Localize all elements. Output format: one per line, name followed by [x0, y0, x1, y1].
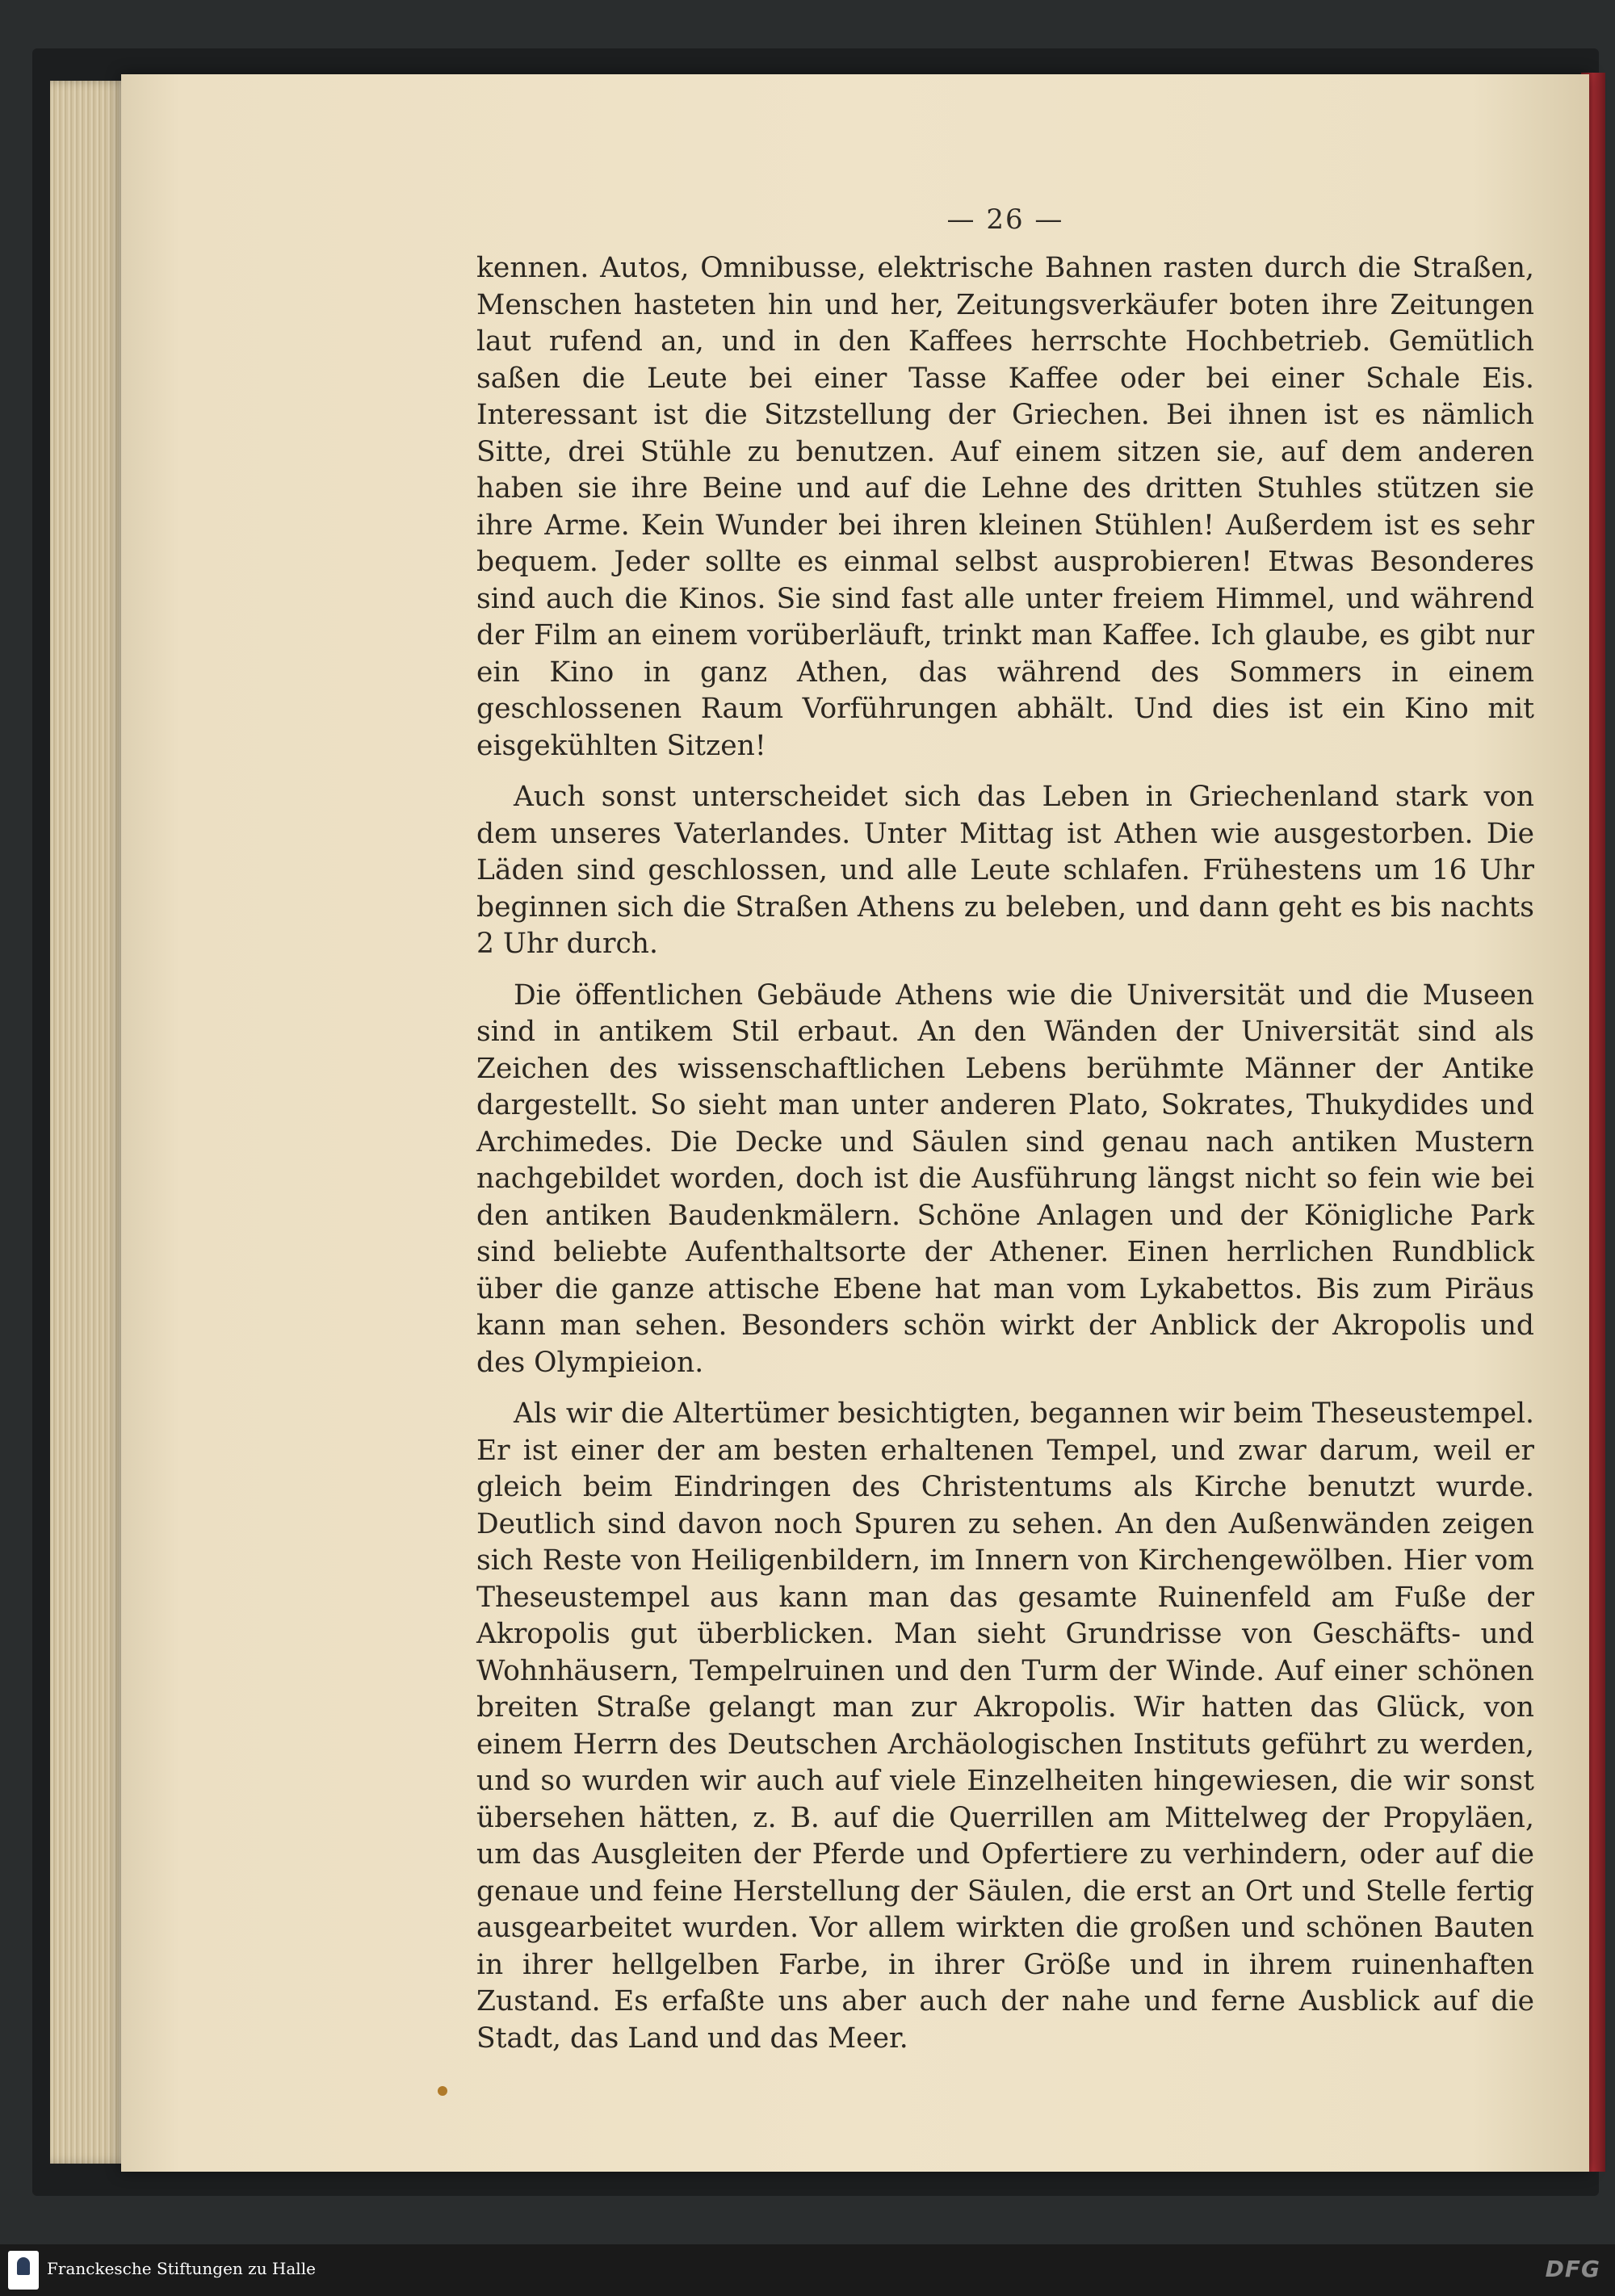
stain-mark: [438, 2086, 447, 2096]
institution-logo-icon: [8, 2251, 39, 2290]
paragraph: kennen. Autos, Omnibusse, elektrische Bahnen rasten durch die Straßen, Menschen hasteten hin und her, Zeitungsverkäufer boten ihre Zeitungen laut rufend an, und in den Kaffees herrschte Hochbetrieb. Gemütlich saßen die Leute bei einer Tasse Kaffee oder bei einer Schale Eis. Interessant ist die Sitzstellung der Griechen. Bei ihnen ist es nämlich Sitte, drei Stühle zu benutzen. Auf einem sitzen sie, auf dem anderen haben sie ihre Beine und auf die Lehne des dritten Stuhles stützen sie ihre Arme. Kein Wunder bei ihren kleinen Stühlen! Außerdem ist es sehr bequem. Jeder sollte es einmal selbst ausprobieren! Etwas Besonderes sind auch die Kinos. Sie sind fast alle unter freiem Himmel, und während der Film an einem vorüberläuft, trinkt man Kaffee. Ich glaube, es gibt nur ein Kino in ganz Athen, das während des Sommers in einem geschlossenen Raum Vorführungen abhält. Und dies ist ein Kino mit eisgekühlten Sitzen!: [476, 252, 1534, 762]
paragraph: Als wir die Altertümer besichtigten, begannen wir beim Theseustempel. Er ist einer der am besten erhaltenen Tempel, und zwar darum, weil er gleich beim Eindringen des Christentums als Kirche benutzt wurde. Deutlich sind davon noch Spuren zu sehen. An den Außenwänden zeigen sich Reste von Heiligenbildern, im Innern von Kirchengewölben. Hier vom Theseustempel aus kann man das gesamte Ruinenfeld am Fuße der Akropolis gut überblicken. Man sieht Grundrisse von Geschäfts- und Wohnhäusern, Tempelruinen und den Turm der Winde. Auf einer schönen breiten Straße gelangt man zur Akropolis. Wir hatten das Glück, von einem Herrn des Deutschen Archäologischen Instituts geführt zu werden, und so wurden wir auch auf viele Einzelheiten hingewiesen, die wir sonst übersehen hätten, z. B. auf die Querrillen am Mittelweg der Propyläen, um das Ausgleiten der Pferde und Opfertiere zu verhindern, oder auf die genaue und feine Herstellung der Säulen, die erst an Ort und Stelle fertig ausgearbeitet wurden. Vor allem wirkten die großen und schönen Bauten in ihrer hellgelben Farbe, in ihrer Größe und in ihrem ruinenhaften Zustand. Es erfaßte uns aber auch der nahe und ferne Ausblick auf die Stadt, das Land und das Meer.: [476, 1397, 1534, 2055]
paragraph: Auch sonst unterscheidet sich das Leben in Griechenland stark von dem unseres Vaterlandes. Unter Mittag ist Athen wie ausgestorben. Die Läden sind geschlossen, und alle Leute schlafen. Frühestens um 16 Uhr beginnen sich die Straßen Athens zu beleben, und dann geht es bis nachts 2 Uhr durch.: [476, 781, 1534, 960]
logo-emblem-icon: [17, 2257, 30, 2275]
page-content: [476, 203, 1615, 2072]
body-text: [476, 250, 1534, 2057]
paragraph: Die öffentlichen Gebäude Athens wie die Universität und die Museen sind in antikem Stil erbaut. An den Wänden der Universität sind als Zeichen des wissenschaftlichen Lebens berühmte Männer der Antike dargestellt. So sieht man unter anderen Plato, Sokrates, Thukydides und Archimedes. Die Decke und Säulen sind genau nach antiken Mustern nachgebildet worden, doch ist die Ausführung längst nicht so fein wie bei den antiken Baudenkmälern. Schöne Anlagen und der Königliche Park sind beliebte Aufenthaltsorte der Athener. Einen herrlichen Rundblick über die ganze attische Ebene hat man vom Lykabettos. Bis zum Piräus kann man sehen. Besonders schön wirkt der Anblick der Akropolis und des Olympieion.: [476, 978, 1534, 1379]
page-number: — 26 —: [946, 203, 1064, 236]
viewer-footer: [0, 2244, 1615, 2296]
institution-name: Franckesche Stiftungen zu Halle: [47, 2259, 316, 2278]
book-page: [121, 74, 1589, 2172]
dfg-logo: DFG: [1545, 2256, 1600, 2282]
